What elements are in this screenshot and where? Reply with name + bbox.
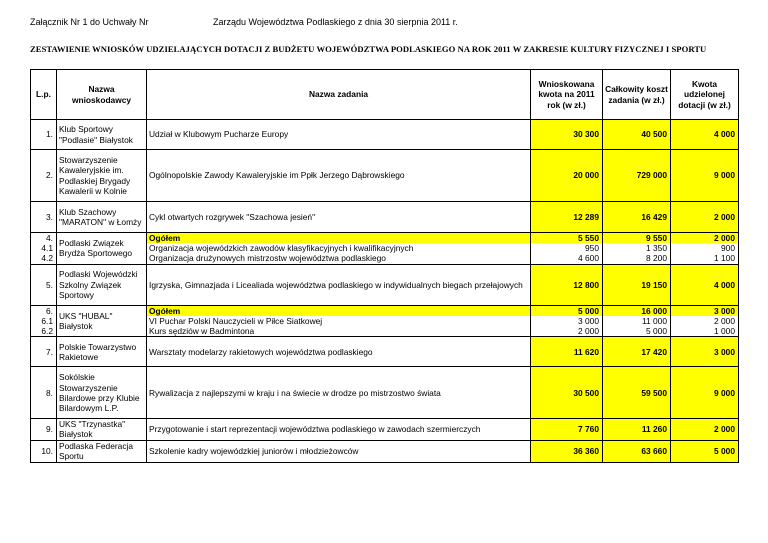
col-header-total: Całkowity koszt zadania (w zł.)	[603, 70, 671, 120]
table-row	[31, 337, 739, 367]
header-board-date: Zarządu Województwa Podlaskiego z dnia 30 sierpnia 2011 r.	[213, 17, 458, 27]
row-task: VI Puchar Polski Nauczycieli w Piłce Siatkowej	[147, 316, 531, 326]
row-lp: 4.2	[31, 253, 57, 264]
row-lp: 3.	[31, 202, 57, 233]
row-lp: 10.	[31, 440, 57, 462]
header-attachment-label: Załącznik Nr 1 do Uchwały Nr	[30, 17, 149, 27]
row-requested: 36 360	[531, 440, 603, 462]
grants-table	[30, 69, 739, 463]
row-requested: 20 000	[531, 150, 603, 202]
row-lp: 6.	[31, 305, 57, 316]
row-requested: 950	[531, 243, 603, 253]
row-total: 11 000	[603, 316, 671, 326]
row-granted: 2 000	[671, 202, 739, 233]
row-task: Organizacja wojewódzkich zawodów klasyfikacyjnych i kwalifikacyjnych	[147, 243, 531, 253]
row-applicant: UKS "Trzynastka" Białystok	[57, 419, 147, 440]
row-lp: 5.	[31, 264, 57, 305]
col-header-granted: Kwota udzielonej dotacji (w zł.)	[671, 70, 739, 120]
table-row	[31, 233, 739, 244]
row-requested: 12 800	[531, 264, 603, 305]
row-applicant: UKS "HUBAL" Białystok	[57, 305, 147, 337]
row-total: 16 000	[603, 305, 671, 316]
row-applicant: Sokólskie Stowarzyszenie Bilardowe przy Klubie Bilardowym L.P.	[57, 367, 147, 419]
row-applicant: Podlaska Federacja Sportu	[57, 440, 147, 462]
row-granted: 9 000	[671, 367, 739, 419]
table-row	[31, 440, 739, 462]
row-total: 9 550	[603, 233, 671, 244]
row-applicant: Polskie Towarzystwo Rakietowe	[57, 337, 147, 367]
row-applicant: Podlaski Wojewódzki Szkolny Związek Sportowy	[57, 264, 147, 305]
row-granted: 3 000	[671, 305, 739, 316]
row-lp: 1.	[31, 120, 57, 150]
table-row	[31, 120, 739, 150]
row-granted: 3 000	[671, 337, 739, 367]
row-task: Warsztaty modelarzy rakietowych województwa podlaskiego	[147, 337, 531, 367]
row-applicant: Stowarzyszenie Kawaleryjskie im. Podlaskiej Brygady Kawalerii w Kolnie	[57, 150, 147, 202]
row-requested: 12 289	[531, 202, 603, 233]
row-task: Przygotowanie i start reprezentacji województwa podlaskiego w zawodach szermierczych	[147, 419, 531, 440]
col-header-applicant: Nazwa wnioskodawcy	[57, 70, 147, 120]
row-requested: 7 760	[531, 419, 603, 440]
row-total: 59 500	[603, 367, 671, 419]
row-task: Kurs sędziów w Badmintona	[147, 326, 531, 337]
row-task: Udział w Klubowym Pucharze Europy	[147, 120, 531, 150]
row-task: Cykl otwartych rozgrywek "Szachowa jesień"	[147, 202, 531, 233]
row-task: Rywalizacja z najlepszymi w kraju i na świecie w drodze po mistrzostwo świata	[147, 367, 531, 419]
row-requested: 30 300	[531, 120, 603, 150]
table-header-row	[31, 70, 739, 120]
table-row	[31, 202, 739, 233]
row-granted: 2 000	[671, 233, 739, 244]
row-granted: 5 000	[671, 440, 739, 462]
table-row	[31, 264, 739, 305]
row-lp: 8.	[31, 367, 57, 419]
row-applicant: Klub Sportowy "Podlasie" Białystok	[57, 120, 147, 150]
col-header-task: Nazwa zadania	[147, 70, 531, 120]
row-task: Szkolenie kadry wojewódzkiej juniorów i młodzieżowców	[147, 440, 531, 462]
row-requested: 11 620	[531, 337, 603, 367]
row-lp: 6.1	[31, 316, 57, 326]
row-granted: 2 000	[671, 316, 739, 326]
table-row	[31, 150, 739, 202]
document-title: ZESTAWIENIE WNIOSKÓW UDZIELAJĄCYCH DOTACJI Z BUDŻETU WOJEWÓDZTWA PODLASKIEGO NA ROK 2011 W ZAKRESIE KULTURY FIZYCZNEJ I SPORTU	[30, 44, 707, 54]
row-total: 11 260	[603, 419, 671, 440]
row-lp: 2.	[31, 150, 57, 202]
row-granted: 900	[671, 243, 739, 253]
row-granted: 4 000	[671, 264, 739, 305]
row-requested: 5 000	[531, 305, 603, 316]
row-requested: 30 500	[531, 367, 603, 419]
table-row	[31, 305, 739, 316]
col-header-requested: Wnioskowana kwota na 2011 rok (w zł.)	[531, 70, 603, 120]
row-applicant: Podlaski Związek Brydża Sportowego	[57, 233, 147, 265]
row-total: 5 000	[603, 326, 671, 337]
row-requested: 2 000	[531, 326, 603, 337]
row-granted: 2 000	[671, 419, 739, 440]
row-requested: 4 600	[531, 253, 603, 264]
row-task-total-label: Ogółem	[147, 305, 531, 316]
table-row	[31, 367, 739, 419]
row-granted: 9 000	[671, 150, 739, 202]
row-task-total-label: Ogółem	[147, 233, 531, 244]
row-task: Ogólnopolskie Zawody Kawaleryjskie im Ppłk Jerzego Dąbrowskiego	[147, 150, 531, 202]
table-row	[31, 419, 739, 440]
row-task: Organizacja drużynowych mistrzostw województwa podlaskiego	[147, 253, 531, 264]
row-total: 8 200	[603, 253, 671, 264]
row-total: 729 000	[603, 150, 671, 202]
row-requested: 3 000	[531, 316, 603, 326]
row-lp: 4.	[31, 233, 57, 244]
row-task: Igrzyska, Gimnazjada i Licealiada województwa podlaskiego w indywidualnych biegach przełajowych	[147, 264, 531, 305]
row-requested: 5 550	[531, 233, 603, 244]
row-total: 19 150	[603, 264, 671, 305]
row-total: 16 429	[603, 202, 671, 233]
row-lp: 6.2	[31, 326, 57, 337]
row-applicant: Klub Szachowy "MARATON" w Łomży	[57, 202, 147, 233]
row-granted: 4 000	[671, 120, 739, 150]
col-header-lp: L.p.	[31, 70, 57, 120]
row-total: 40 500	[603, 120, 671, 150]
row-total: 63 660	[603, 440, 671, 462]
row-total: 17 420	[603, 337, 671, 367]
row-lp: 7.	[31, 337, 57, 367]
row-total: 1 350	[603, 243, 671, 253]
row-lp: 4.1	[31, 243, 57, 253]
row-granted: 1 000	[671, 326, 739, 337]
row-lp: 9.	[31, 419, 57, 440]
row-granted: 1 100	[671, 253, 739, 264]
